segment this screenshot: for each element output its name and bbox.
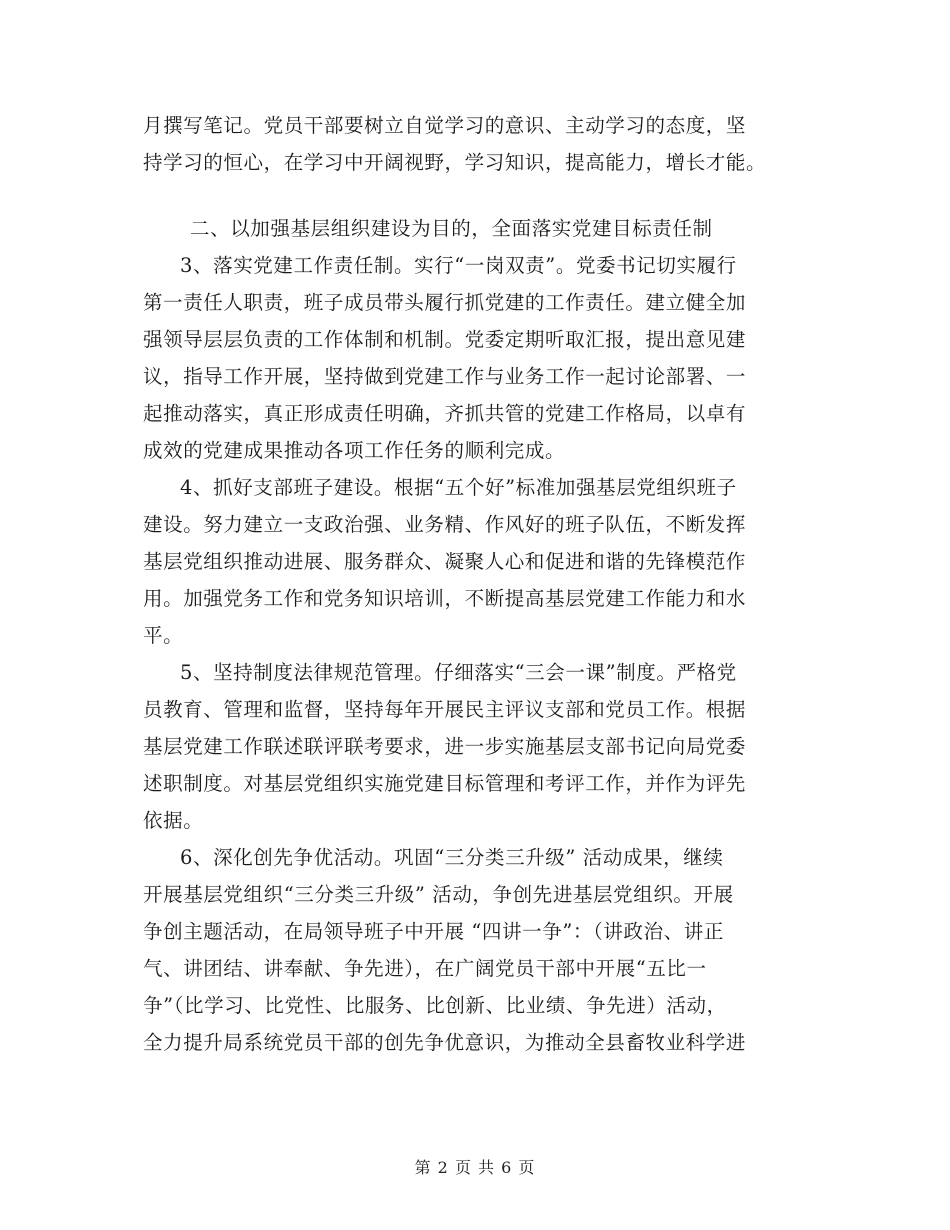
text-line: 强领导层层负责的工作体制和机制。党委定期听取汇报，提出意见建 <box>143 328 747 351</box>
text-line: 5、坚持制度法律规范管理。仔细落实“三会一课”制度。严格党 <box>180 661 737 684</box>
text-line: 争创主题活动，在局领导班子中开展 “四讲一争”：（讲政治、讲正 <box>143 920 724 943</box>
text-line: 3、落实党建工作责任制。实行“一岗双责”。党委书记切实履行 <box>180 254 737 277</box>
text-line: 气、讲团结、讲奉献、争先进），在广阔党员干部中开展“五比一 <box>143 957 707 980</box>
text-line: 述职制度。对基层党组织实施党建目标管理和考评工作，并作为评先 <box>143 772 747 795</box>
text-line: 平。 <box>143 624 184 647</box>
text-line: 4、抓好支部班子建设。根据“五个好”标准加强基层党组织班子 <box>180 476 737 499</box>
text-line: 第一责任人职责，班子成员带头履行抓党建的工作责任。建立健全加 <box>143 291 747 314</box>
text-line: 议，指导工作开展，坚持做到党建工作与业务工作一起讨论部署、一 <box>143 365 747 388</box>
section-heading: 二、以加强基层组织建设为目的，全面落实党建目标责任制 <box>190 217 713 240</box>
text-line: 建设。努力建立一支政治强、业务精、作风好的班子队伍，不断发挥 <box>143 513 747 536</box>
text-line: 基层党建工作联述联评联考要求，进一步实施基层支部书记向局党委 <box>143 735 747 758</box>
text-line: 6、深化创先争优活动。巩固“三分类三升级” 活动成果，继续 <box>180 846 724 869</box>
text-line: 开展基层党组织“三分类三升级” 活动，争创先进基层党组织。开展 <box>143 883 734 906</box>
page-number-footer: 第 2 页 共 6 页 <box>414 1158 536 1177</box>
text-line: 争”（比学习、比党性、比服务、比创新、比业绩、争先进）活动， <box>143 994 727 1017</box>
text-line: 持学习的恒心，在学习中开阔视野，学习知识，提高能力，增长才能。 <box>143 151 767 174</box>
text-line: 依据。 <box>143 809 204 832</box>
text-line: 月撰写笔记。党员干部要树立自觉学习的意识、主动学习的态度，坚 <box>143 114 747 137</box>
text-line: 用。加强党务工作和党务知识培训，不断提高基层党建工作能力和水 <box>143 587 747 610</box>
text-line: 基层党组织推动进展、服务群众、凝聚人心和促进和谐的先锋模范作 <box>143 550 747 573</box>
text-line: 员教育、管理和监督，坚持每年开展民主评议支部和党员工作。根据 <box>143 698 747 721</box>
text-line: 全力提升局系统党员干部的创先争优意识，为推动全县畜牧业科学进 <box>143 1031 747 1054</box>
text-line: 成效的党建成果推动各项工作任务的顺利完成。 <box>143 439 566 462</box>
text-line: 起推动落实，真正形成责任明确，齐抓共管的党建工作格局，以卓有 <box>143 402 747 425</box>
